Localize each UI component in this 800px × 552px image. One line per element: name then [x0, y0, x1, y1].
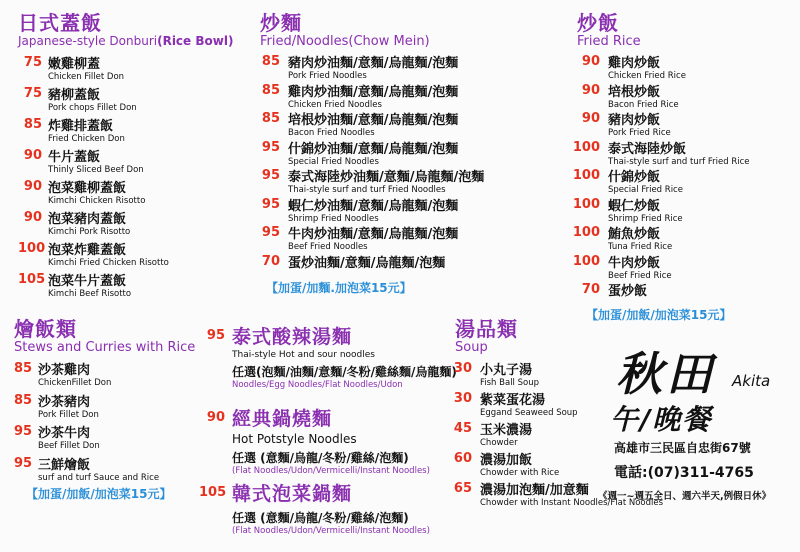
item-price: 100	[572, 225, 600, 240]
item-english-name: Special Fried Rice	[608, 185, 683, 195]
item-english-name: Chowder	[480, 438, 518, 448]
rice-note: 【加蛋/加飯/加泡菜15元】	[586, 307, 732, 322]
item-price: 75	[23, 86, 42, 101]
item-name: 蝦仁炒飯	[608, 198, 661, 214]
menu-item	[258, 192, 548, 224]
item-name: 什錦炒飯	[608, 170, 661, 185]
item-price: 100	[18, 241, 46, 256]
menu-item	[205, 404, 453, 479]
noodles-note: 【加蛋/加麵.加泡菜15元】	[266, 281, 412, 295]
item-price: 95	[14, 455, 33, 471]
item-price: 105	[199, 485, 227, 500]
item-name: 泡菜雞柳蓋飯	[48, 181, 127, 196]
rice-subtitle: Fried Rice	[577, 34, 641, 49]
item-price: 95	[14, 424, 33, 439]
shop-phone: 電話:(07)311-4765	[614, 465, 754, 481]
menu-item	[258, 249, 548, 278]
shop-meals: 午/晚餐	[610, 403, 713, 436]
item-english-name: Thai-style surf and turf Fried Rice	[608, 156, 750, 167]
item-english-name: Chowder with Rice	[480, 468, 560, 478]
stews-list	[14, 355, 214, 481]
soup-title: 湯品類	[455, 317, 518, 341]
item-name: 牛肉炒油麵/意麵/烏龍麵/泡麵	[288, 227, 459, 242]
item-name: 雞肉炒油麵/意麵/烏龍麵/泡麵	[288, 84, 459, 100]
item-english-name: Fish Ball Soup	[480, 378, 539, 388]
menu-item	[18, 142, 233, 173]
item-english-name: Pork Fillet Don	[38, 409, 99, 420]
item-price: 30	[453, 391, 472, 406]
menu-item	[18, 204, 233, 235]
stews-title: 燴飯類	[14, 317, 77, 341]
item-name: 什錦炒油麵/意麵/烏龍麵/泡麵	[288, 141, 459, 157]
item-name: 沙茶牛肉	[38, 426, 91, 441]
item-name: 蝦仁炒油麵/意麵/烏龍麵/泡麵	[288, 198, 459, 214]
item-price: 85	[14, 392, 33, 408]
item-english-name: Pork Fried Noodles	[288, 71, 367, 81]
item-english-name: Kimchi Fried Chicken Risotto	[48, 258, 169, 268]
item-name: 韓式泡菜鍋麵	[232, 483, 353, 505]
menu-item	[572, 49, 794, 81]
menu-item	[258, 78, 548, 110]
menu-item	[572, 135, 794, 167]
item-english-name: Chicken Fried Noodles	[288, 99, 382, 110]
menu-item	[572, 192, 794, 224]
menu-item	[18, 266, 233, 297]
menu-item	[258, 220, 548, 252]
item-english-name: surf and turf Sauce and Rice	[38, 472, 160, 483]
item-price: 70	[581, 282, 600, 297]
item-price: 100	[572, 196, 600, 212]
item-english-name: Pork chops Fillet Don	[48, 103, 137, 113]
item-price: 60	[453, 451, 472, 466]
item-noodle-choice: 任選 (意麵/烏龍/冬粉/雞絲/泡麵)	[232, 511, 409, 525]
item-name: 小丸子湯	[480, 363, 533, 378]
menu-item	[258, 163, 548, 195]
item-name: 濃湯加飯	[480, 453, 533, 468]
donburi-list	[18, 49, 233, 297]
menu-item	[572, 163, 794, 195]
item-english-name: Shrimp Fried Rice	[608, 213, 683, 224]
item-english-name: Kimchi Beef Risotto	[48, 289, 132, 299]
item-price: 75	[23, 55, 42, 70]
item-english-name: Thinly Sliced Beef Don	[48, 165, 144, 175]
item-english-name: Beef Fried Noodles	[288, 242, 368, 252]
menu-item	[572, 220, 794, 252]
item-name: 泰式海陸炒飯	[608, 141, 687, 157]
item-name: 豬肉炒飯	[608, 113, 661, 128]
rice-section	[572, 12, 794, 323]
item-english-name: Chowder with Instant Noodles/Flat Noodles	[480, 498, 664, 508]
item-price: 90	[23, 179, 42, 194]
stews-note: 【加蛋/加飯/加泡菜15元】	[26, 487, 172, 501]
item-name: 牛片蓋飯	[48, 150, 101, 165]
item-name: 紫菜蛋花湯	[480, 393, 546, 408]
menu-item	[572, 277, 794, 306]
item-noodle-choice: 任選(泡麵/油麵/意麵/冬粉/雞絲麵/烏龍麵)	[232, 365, 457, 379]
item-name: 泡菜豬肉蓋飯	[48, 212, 127, 227]
item-noodle-choice-english: Noodles/Egg Noodles/Flat Noodles/Udon	[232, 380, 403, 390]
item-price: 95	[206, 328, 225, 343]
item-english-name: Hot Potstyle Noodles	[232, 432, 357, 446]
item-price: 105	[18, 272, 46, 287]
item-price: 30	[453, 361, 472, 376]
menu-item	[258, 49, 548, 81]
item-price: 95	[261, 139, 280, 155]
item-noodle-choice-english: (Flat Noodles/Udon/Vermicelli/Instant Noodles)	[232, 466, 430, 476]
item-price: 100	[572, 253, 600, 269]
item-name: 培根炒油麵/意麵/烏龍麵/泡麵	[288, 113, 459, 128]
item-price: 100	[572, 168, 600, 183]
menu-item	[205, 322, 457, 404]
noodles-list	[258, 49, 548, 277]
item-name: 玉米濃湯	[480, 423, 533, 438]
item-name: 蛋炒油麵/意麵/烏龍麵/泡麵	[288, 255, 446, 271]
shop-address: 高雄市三民區自忠街67號	[614, 441, 751, 455]
menu-item	[18, 111, 233, 142]
noodles-subtitle: Fried/Noodles(Chow Mein)	[260, 34, 430, 49]
rice-title: 炒飯	[577, 11, 619, 35]
shop-hours: 《週一~週五全日、週六半天,例假日休》	[598, 491, 772, 502]
item-english-name: Chicken Fillet Don	[48, 72, 125, 82]
menu-item	[18, 235, 233, 266]
item-price: 85	[23, 117, 42, 132]
item-name: 泰式酸辣湯麵	[232, 326, 353, 348]
item-price: 85	[261, 111, 280, 126]
soup-subtitle: Soup	[455, 340, 488, 355]
item-english-name: Special Fried Noodles	[288, 156, 379, 167]
menu-item	[572, 78, 794, 110]
shop-info	[598, 338, 796, 502]
item-name: 沙茶雞肉	[38, 363, 91, 378]
item-name: 蛋炒飯	[608, 284, 648, 299]
item-price: 45	[453, 421, 472, 436]
item-english-name: Shrimp Fried Noodles	[288, 213, 379, 224]
item-price: 95	[261, 168, 280, 183]
item-name: 泡菜牛片蓋飯	[48, 274, 127, 289]
item-price: 85	[14, 361, 33, 376]
menu-item	[14, 355, 214, 387]
menu-item	[199, 479, 453, 539]
item-english-name: Bacon Fried Rice	[608, 99, 679, 110]
item-english-name: Beef Fillet Don	[38, 441, 100, 451]
item-english-name: Kimchi Chicken Risotto	[48, 196, 146, 206]
donburi-section	[18, 12, 233, 297]
menu-item	[258, 106, 548, 138]
menu-item	[18, 80, 233, 111]
item-price: 100	[572, 139, 600, 155]
item-price: 90	[206, 410, 225, 425]
menu-item	[14, 387, 214, 419]
item-name: 泡菜炸雞蓋飯	[48, 243, 127, 258]
item-price: 85	[261, 82, 280, 98]
menu-item	[18, 49, 233, 80]
item-name: 豬柳蓋飯	[48, 88, 101, 103]
item-english-name: Thai-style surf and turf Fried Noodles	[288, 185, 446, 195]
item-price: 70	[261, 253, 280, 269]
shop-name-en: Akita	[732, 372, 771, 390]
hotpot-section	[199, 322, 457, 539]
donburi-title: 日式蓋飯	[18, 11, 102, 35]
noodles-title: 炒麵	[260, 11, 302, 35]
noodles-section	[258, 12, 548, 296]
item-price: 90	[23, 148, 42, 163]
item-english-name: Thai-style Hot and sour noodles	[232, 350, 375, 360]
item-price: 65	[453, 481, 472, 496]
item-english-name: Bacon Fried Noodles	[288, 128, 375, 138]
rice-list	[572, 49, 794, 306]
item-english-name: Eggand Seaweed Soup	[480, 408, 578, 418]
item-name: 沙茶豬肉	[38, 394, 91, 410]
item-name: 炸雞排蓋飯	[48, 119, 114, 134]
item-price: 90	[581, 82, 600, 98]
item-name: 經典鍋燒麵	[232, 408, 333, 430]
stews-subtitle: Stews and Curries with Rice	[14, 340, 196, 355]
item-name: 豬肉炒油麵/意麵/烏龍麵/泡麵	[288, 56, 459, 71]
menu-item	[572, 249, 794, 281]
item-price: 90	[23, 210, 42, 225]
item-price: 95	[261, 225, 280, 240]
item-english-name: Kimchi Pork Risotto	[48, 227, 131, 237]
item-price: 85	[261, 54, 280, 69]
item-price: 90	[581, 111, 600, 126]
item-english-name: Fried Chicken Don	[48, 134, 125, 144]
stews-section	[14, 318, 214, 502]
item-name: 雞肉炒飯	[608, 56, 661, 71]
item-price: 95	[261, 196, 280, 212]
item-name: 嫩雞柳蓋	[48, 57, 101, 72]
item-noodle-choice: 任選 (意麵/烏龍/冬粉/雞絲/泡麵)	[232, 451, 409, 465]
item-name: 泰式海陸炒油麵/意麵/烏龍麵/泡麵	[288, 170, 485, 185]
item-name: 培根炒飯	[608, 84, 661, 100]
item-name: 三鮮燴飯	[38, 457, 91, 473]
menu-item	[14, 418, 214, 450]
item-english-name: ChickenFillet Don	[38, 378, 112, 388]
item-name: 濃湯加泡麵/加意麵	[480, 483, 589, 498]
donburi-subtitle: Japanese-style Donburi(Rice Bowl)	[18, 34, 234, 48]
menu-item	[14, 450, 214, 482]
menu-item	[18, 173, 233, 204]
item-english-name: Chicken Fried Rice	[608, 71, 686, 81]
item-name: 牛肉炒飯	[608, 255, 661, 271]
item-name: 鮪魚炒飯	[608, 227, 661, 242]
item-english-name: Beef Fried Rice	[608, 270, 672, 281]
hotpot-list	[199, 322, 457, 539]
menu-item	[572, 106, 794, 138]
item-english-name: Pork Fried Rice	[608, 128, 671, 138]
item-price: 90	[581, 54, 600, 69]
menu-item	[258, 135, 548, 167]
shop-name: 秋田	[616, 347, 716, 401]
item-noodle-choice-english: (Flat Noodles/Udon/Vermicelli/Instant Noodles)	[232, 526, 430, 536]
item-english-name: Tuna Fried Rice	[608, 242, 673, 252]
